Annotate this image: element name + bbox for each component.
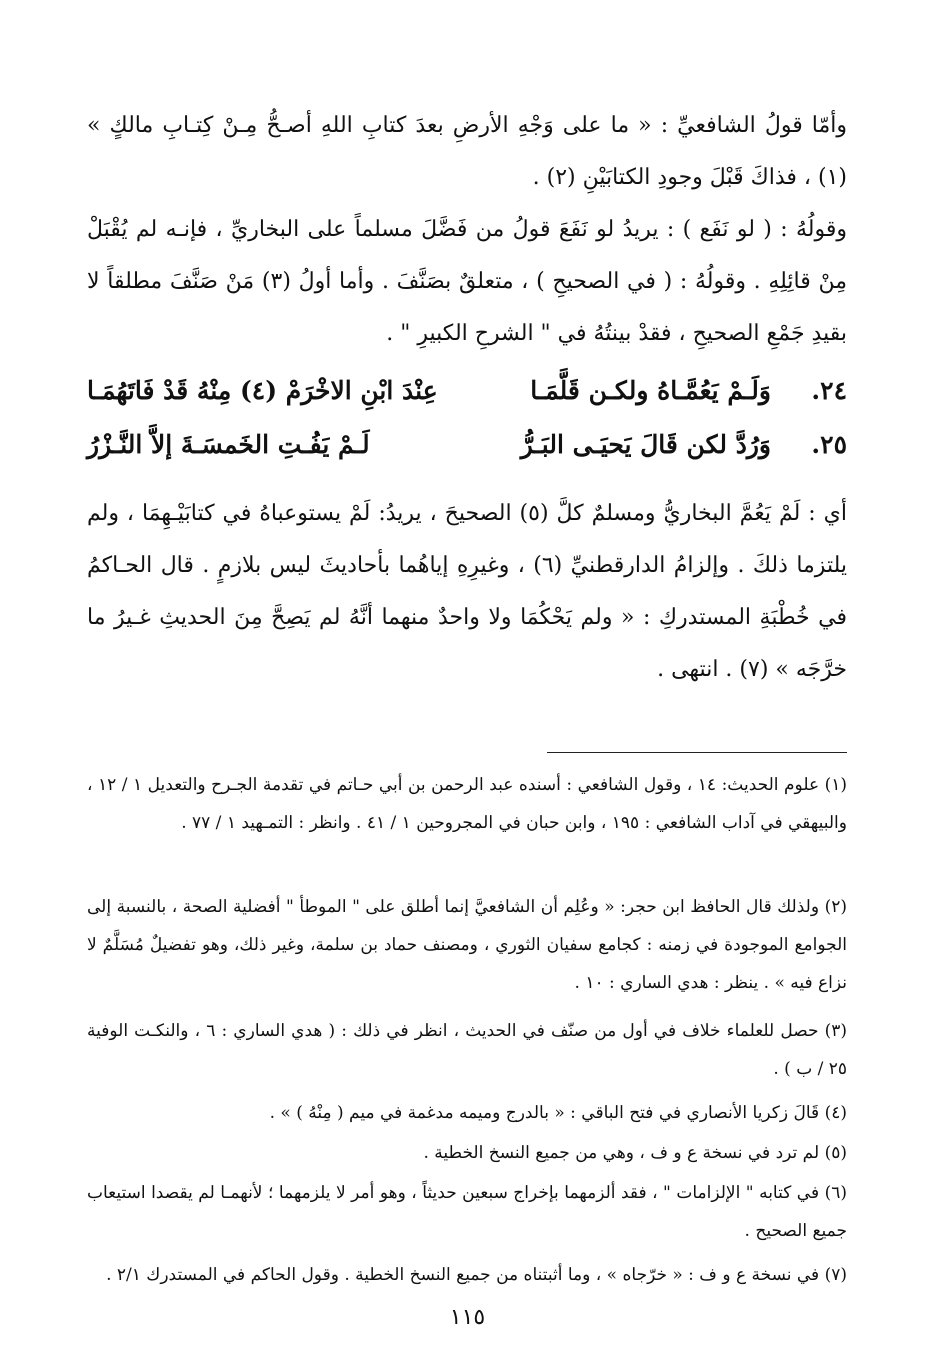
verse-hemistich-second: لَـمْ يَفُـتِ الخَمسَـةَ إلاَّ النَّـزْرُ (87, 430, 370, 459)
verse-hemistich-first: وَرُدَّ لكن قَالَ يَحيَـى البَـرُّ (520, 430, 771, 459)
footnote-5: (٥) لم ترد في نسخة ع و ف ، وهي من جميع النسخ الخطية . (423, 1143, 847, 1163)
verse-hemistich-second: عِنْدَ ابْنِ الاخْرَمْ (٤) مِنْهُ قَدْ فَاتَهُمَـا (87, 376, 438, 405)
footnote-3: (٣) حصل للعلماء خلاف في أول من صنّف في الحديث ، انظر في ذلك : ( هدي الساري : ٦ ، والنكـت الوفية ٢٥ / ب ) . (87, 1021, 847, 1079)
footnote-2: (٢) ولذلك قال الحافظ ابن حجر: « وعُلِم أن الشافعيَّ إنما أطلق على " الموطأ " أفضلية الصحة ، بالنسبة إلى الجوامع الموجودة في زمنه : كجامع سفيان الثوري ، ومصنف حماد بن سلمة، وغير ذلك، وهو تفضيلٌ مُسَلَّمٌ لا نزاع فيه » . ينظر : هدي الساري : ١٠ . (87, 897, 847, 993)
footnote-separator (547, 752, 847, 753)
footnote-6: (٦) في كتابه " الإلزامات " ، فقد ألزمهما بإخراج سبعين حديثاً ، وهو أمر لا يلزمهما ؛ لأنهمـا لم يقصدا استيعاب جميع الصحيح . (87, 1183, 847, 1241)
verse-24 (87, 366, 847, 416)
body-paragraph-2: وقولُهُ : ( لو نَفَع ) : يريدُ لو نَفَعَ قولُ من فَضَّلَ مسلماً على البخاريِّ ، فإنـه لم يُقْبَلْ مِنْ قائِلِهِ . وقولُهُ : ( في الصحيحِ ) ، متعلقٌ بصَنَّفَ . وأما أولُ (٣) مَنْ صَنَّفَ مطلقاً لا بقيدِ جَمْعِ الصحيحِ ، فقدْ بينتُهُ في " الشرحِ الكبيرِ " . (87, 217, 847, 346)
verse-25 (87, 420, 847, 470)
page-number: ١١٥ (449, 1305, 486, 1330)
verse-number: ٢٤. (811, 376, 847, 405)
footnote-7: (٧) في نسخة ع و ف : « خرّجاه » ، وما أثبتناه من جميع النسخ الخطية . وقول الحاكم في المستدرك ٢/١ . (106, 1265, 847, 1285)
verse-number: ٢٥. (811, 430, 847, 459)
body-paragraph-3: أي : لَمْ يَعُمَّ البخاريُّ ومسلمٌ كلَّ (٥) الصحيحَ ، يريدُ: لَمْ يستوعباهُ في كتابَيْـهِمَا ، ولم يلتزما ذلكَ . وإلزامُ الدارقطنيِّ (٦) ، وغيرِهِ إياهُما بأحاديثَ ليس بلازمٍ . قال الحـاكمُ في خُطْبَةِ المستدركِ : « ولم يَحْكُمَا ولا واحدٌ منهما أنَّهُ لم يَصِحَّ مِنَ الحديثِ غـيرُ ما خرَّجَه » (٧) . انتهى . (87, 501, 847, 682)
footnote-1: (١) علوم الحديث: ١٤ ، وقول الشافعي : أسنده عبد الرحمن بن أبي حـاتم في تقدمة الجـرح والتعديل ١ / ١٢ ، والبيهقي في آداب الشافعي : ١٩٥ ، وابن حبان في المجروحين ١ / ٤١ . وانظر : التمـهيد ١ / ٧٧ . (87, 775, 848, 833)
footnote-4: (٤) قَالَ زكريا الأنصاري في فتح الباقي : « بالدرج وميمه مدغمة في ميم ( مِنْهُ ) » . (269, 1103, 847, 1123)
verse-hemistich-first: وَلَـمْ يَعُمَّـاهُ ولكـن قَلَّمَـا (530, 376, 771, 405)
body-paragraph-1: وأمّا قولُ الشافعيِّ : « ما على وَجْهِ الأرضِ بعدَ كتابِ اللهِ أصـحُّ مِـنْ كِتـابِ مالكٍ » (١) ، فذاكَ قَبْلَ وجودِ الكتابَيْنِ (٢) . (87, 113, 847, 190)
